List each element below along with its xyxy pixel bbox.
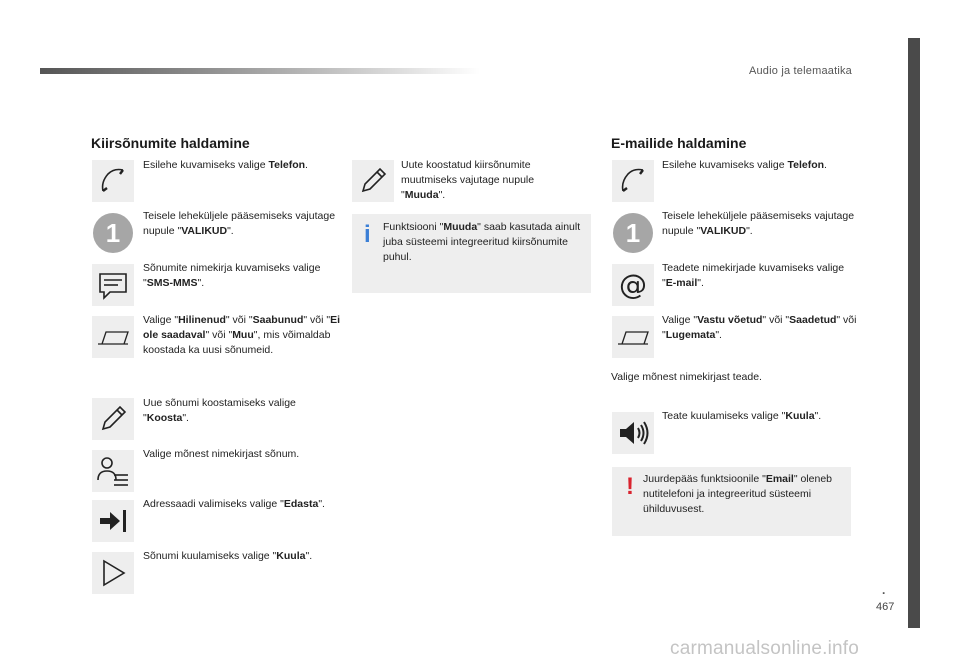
sms-step-8: Sõnumi kuulamiseks valige "Kuula". [143, 550, 313, 562]
email-step-1: Esilehe kuvamiseks valige Telefon. [662, 159, 827, 171]
tab-bar-icon [92, 316, 134, 358]
watermark: carmanualsonline.info [670, 638, 860, 659]
speaker-icon [612, 412, 654, 454]
sms-step-3: Sõnumite nimekirja kuvamiseks valige "SMS-MMS". [143, 262, 321, 289]
sms-step-5: Uue sõnumi koostamiseks valige "Koosta". [143, 397, 296, 424]
edit-quick-message-step: Uute koostatud kiirsõnumite muutmiseks vajutage nupule "Muuda". [401, 159, 535, 201]
sms-step-4: Valige "Hilinenud" või "Saabunud" või "Ei ole saadaval" või "Muu", mis võimaldab koostada ka uusi sõnumeid. [143, 314, 341, 356]
warning-note-text: Juurdepääs funktsioonile "Email" oleneb nutitelefoni ja integreeritud süsteemi ühilduvusest. [643, 473, 833, 515]
step-number-badge: 1 [93, 213, 133, 253]
header-gradient-bar [40, 68, 480, 74]
info-icon: i [364, 221, 371, 248]
tab-bar-icon [612, 316, 654, 358]
phone-handset-icon [612, 160, 654, 202]
step-number-badge: 1 [613, 213, 653, 253]
sms-step-7: Adressaadi valimiseks valige "Edasta". [143, 498, 325, 510]
info-note-box [352, 214, 591, 293]
warning-icon: ! [626, 473, 634, 500]
email-section-title: E-mailide haldamine [611, 135, 747, 151]
sms-step-1: Esilehe kuvamiseks valige Telefon. [143, 159, 308, 171]
play-icon [92, 552, 134, 594]
side-tab-bar [908, 38, 920, 628]
at-sign-icon [612, 264, 654, 306]
pencil-icon [352, 160, 394, 202]
phone-handset-icon [92, 160, 134, 202]
warning-note-box [612, 467, 851, 536]
page-marker: . [882, 583, 886, 597]
email-step-2: Teisele leheküljele pääsemiseks vajutage nupule "VALIKUD". [662, 210, 855, 237]
sms-step-6: Valige mõnest nimekirjast sõnum. [143, 448, 300, 460]
svg-text:@: @ [619, 268, 647, 301]
speech-bubble-icon [92, 264, 134, 306]
contact-list-icon [92, 450, 134, 492]
email-step-5: Valige mõnest nimekirjast teade. [611, 371, 762, 383]
page-number: 467 [876, 601, 895, 613]
section-title: Audio ja telemaatika [748, 65, 852, 77]
sms-section-title: Kiirsõnumite haldamine [91, 135, 250, 151]
email-step-6: Teate kuulamiseks valige "Kuula". [662, 410, 822, 422]
sms-step-2: Teisele leheküljele pääsemiseks vajutage nupule "VALIKUD". [143, 210, 336, 237]
forward-arrow-icon [92, 500, 134, 542]
pencil-icon [92, 398, 134, 440]
info-note-text: Funktsiooni "Muuda" saab kasutada ainult juba süsteemi integreeritud kiirsõnumite puhul. [383, 221, 581, 263]
email-step-4: Valige "Vastu võetud" või "Saadetud" või "Lugemata". [662, 314, 857, 341]
email-step-3: Teadete nimekirjade kuvamiseks valige "E-mail". [662, 262, 845, 289]
